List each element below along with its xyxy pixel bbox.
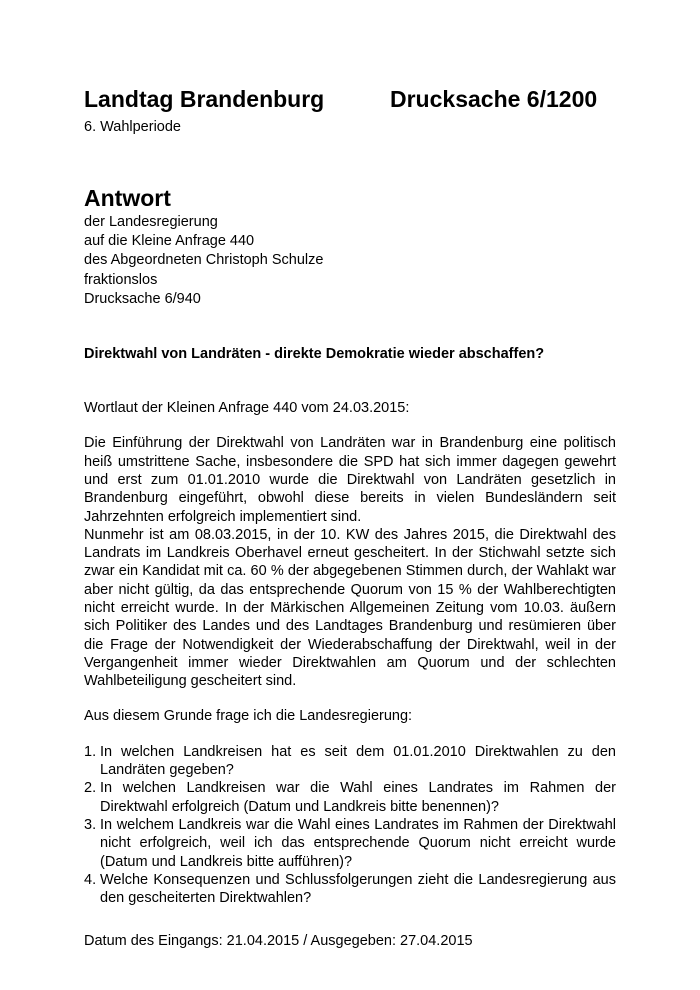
election-period: 6. Wahlperiode [84,119,181,135]
question-text: In welchen Landkreisen war die Wahl eines Landrates im Rahmen der Direktwahl erfolgreich (Datum und Landkreis bitte benennen)? [100,780,616,815]
institution-name: Landtag Brandenburg [84,86,325,112]
document-number: Drucksache 6/1200 [390,86,598,112]
intro-paragraph: Wortlaut der Kleinen Anfrage 440 vom 24.03.2015: [84,400,410,417]
document-header [84,86,616,118]
question-text: In welchem Landkreis war die Wahl eines Landrates im Rahmen der Direktwahl nicht erfolgreich, weil ich das entsprechende Quorum nicht erreicht wurde (Datum und Landkreis bitte aufführen)? [100,816,616,870]
list-item [84,779,616,816]
list-number: 2. [84,780,97,797]
document-title: Antwort [84,185,171,211]
list-number: 3. [84,816,97,833]
document-page [84,86,616,907]
meta-line: Drucksache 6/940 [84,290,201,307]
list-item [84,743,616,780]
meta-line: des Abgeordneten Christoph Schulze [84,252,324,269]
body-paragraph: Nunmehr ist am 08.03.2015, in der 10. KW des Jahres 2015, die Direktwahl des Landrats im Landkreis Oberhavel erneut gescheitert. In der Stichwahl setzte sich zwar ein Kandidat mit ca. 60 % der abgegebenen Stimmen durch, der Wahlakt war aber nicht gültig, da das entsprechende Quorum von 15 % der Wahlberechtigten nicht erreicht wurde. In der Märkischen Allgemeinen Zeitung vom 10.03. äußern sich Politiker des Landes und des Landtages Brandenburg und resümieren über die Frage der Notwendigkeit der Wiederabschaffung der Direktwahl, weil in der Vergangenheit immer wieder Direktwahlen am Quorum und der schlechten Wahlbeteiligung gescheitert sind. [84,526,616,690]
document-meta [84,213,616,309]
question-list [84,743,616,908]
meta-line: auf die Kleine Anfrage 440 [84,233,255,250]
list-item [84,871,616,908]
question-text: In welchen Landkreisen hat es seit dem 01.01.2010 Direktwahlen zu den Landräten gegeben? [100,743,616,779]
body-paragraph: Die Einführung der Direktwahl von Landräten war in Brandenburg eine politisch heiß umstrittene Sache, insbesondere die SPD hat sich immer dagegen gewehrt und erst zum 01.01.2010 wurde die Direktwahl von Landräten gesetzlich in Brandenburg eingeführt, obwohl diese bereits in vielen Bundesländern seit Jahrzehnten erfolgreich implementiert sind. [84,435,616,525]
meta-line: fraktionslos [84,271,158,288]
meta-line: der Landesregierung [84,214,218,230]
question-text: Welche Konsequenzen und Schlussfolgerungen zieht die Landesregierung aus den gescheiterten Direktwahlen? [100,871,616,907]
subject-heading: Direktwahl von Landräten - direkte Demokratie wieder abschaffen? [84,346,545,363]
list-item [84,816,616,871]
document-footer: Datum des Eingangs: 21.04.2015 / Ausgegeben: 27.04.2015 [84,933,473,949]
list-number: 4. [84,871,97,888]
question-intro: Aus diesem Grunde frage ich die Landesregierung: [84,708,413,725]
list-number: 1. [84,743,97,760]
